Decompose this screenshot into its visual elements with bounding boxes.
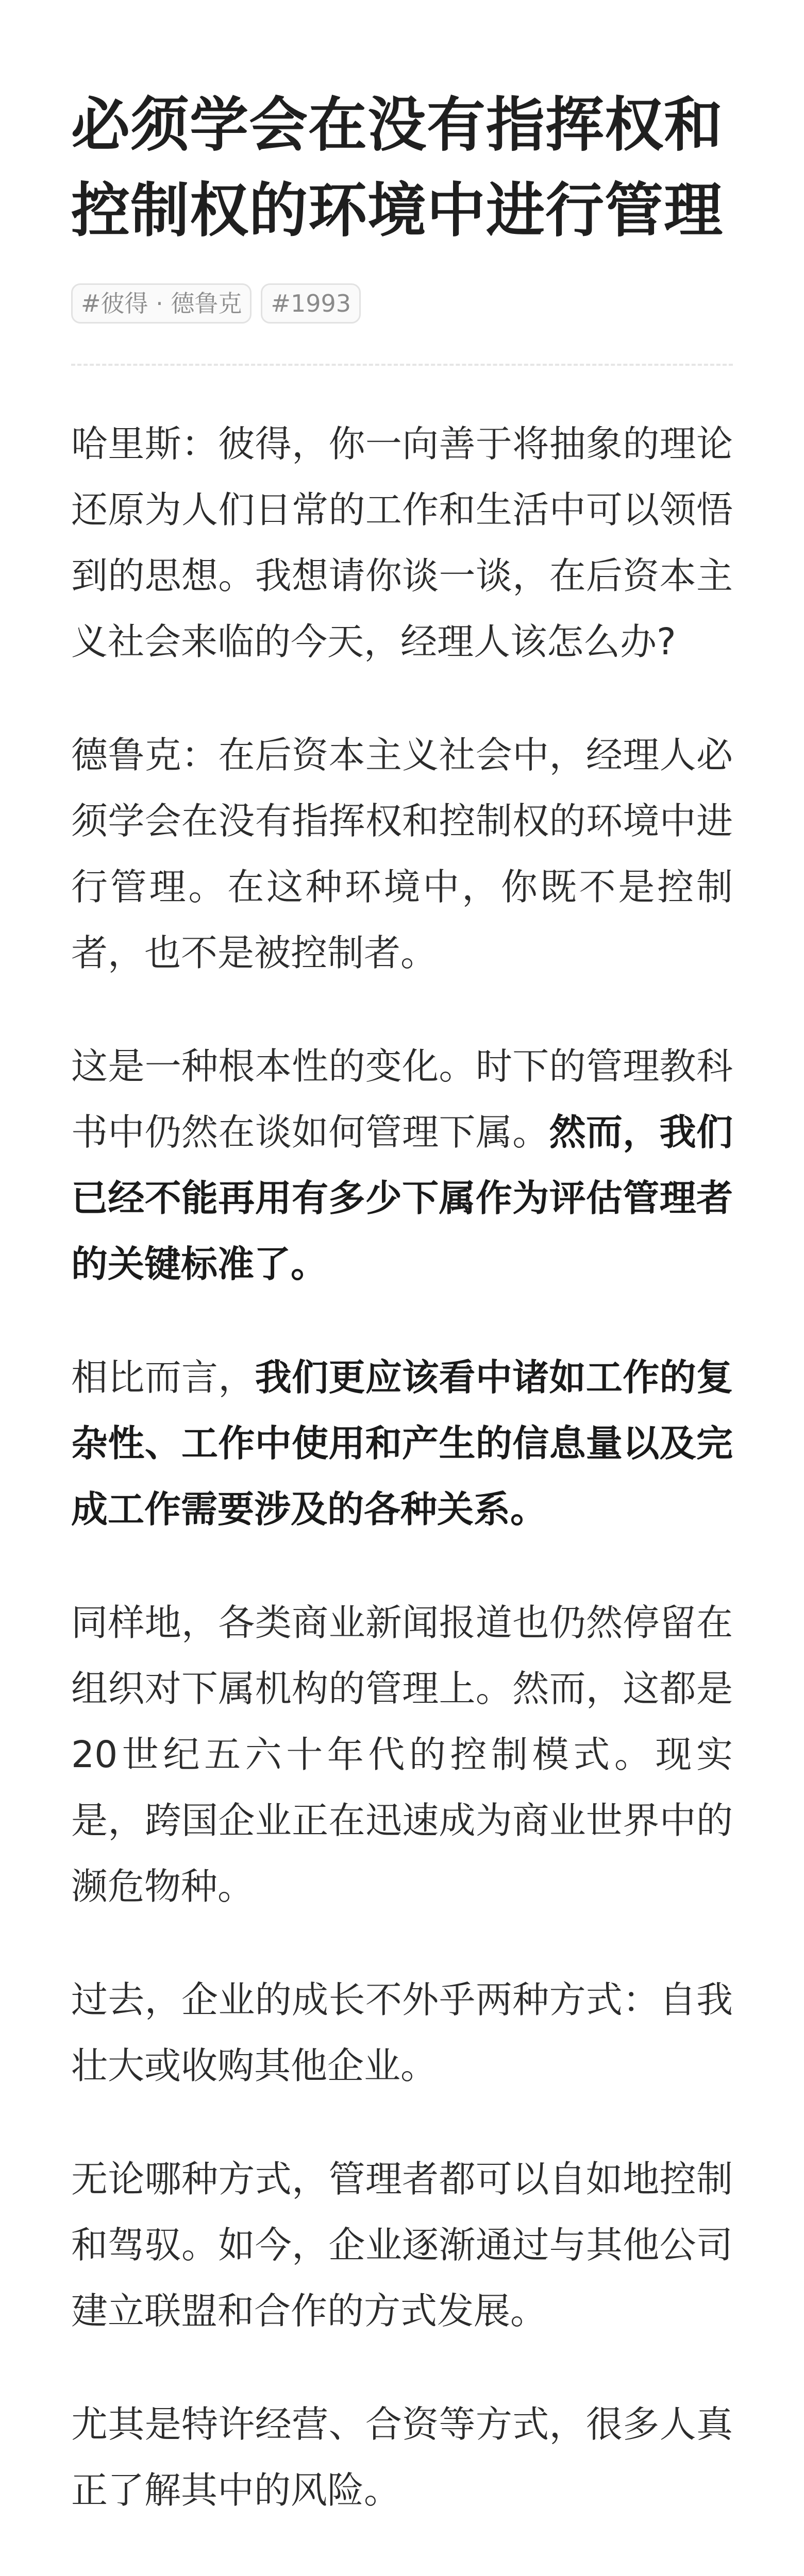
paragraph-8-text: 尤其是特许经营、合资等方式，很多人真正了解其中的风险。: [71, 2403, 733, 2512]
paragraph-3-bold-text: 然而，我们已经不能再用有多少下属作为评估管理者的关键标准了。: [71, 1111, 733, 1285]
paragraph-2: [71, 722, 733, 986]
tag-list: [71, 283, 733, 324]
paragraph-1-text: 哈里斯：彼得，你一向善于将抽象的理论还原为人们日常的工作和生活中可以领悟到的思想。我想请你谈一谈，在后资本主义社会来临的今天，经理人该怎么办?: [71, 422, 733, 663]
paragraph-9: [71, 2571, 733, 2576]
paragraph-7-text: 无论哪种方式，管理者都可以自如地控制和驾驭。如今，企业逐渐通过与其他公司建立联盟和合作的方式发展。: [71, 2158, 733, 2332]
paragraph-6: [71, 1967, 733, 2099]
paragraph-5-text: 同样地，各类商业新闻报道也仍然停留在组织对下属机构的管理上。然而，这都是20世纪五六十年代的控制模式。现实是，跨国企业正在迅速成为商业世界中的濒危物种。: [71, 1601, 733, 1908]
paragraph-3: [71, 1033, 733, 1297]
paragraph-5: [71, 1590, 733, 1920]
paragraph-4-text: 相比而言，: [71, 1356, 255, 1399]
article-body: [71, 411, 733, 2576]
paragraph-4-bold-text: 我们更应该看中诸如工作的复杂性、工作中使用和产生的信息量以及完成工作需要涉及的各种关系。: [71, 1356, 733, 1531]
paragraph-4: [71, 1345, 733, 1543]
paragraph-3-text: 这是一种根本性的变化。时下的管理教科书中仍然在谈如何管理下属。: [71, 1045, 733, 1154]
tag-author[interactable]: #彼得 · 德鲁克: [71, 283, 252, 324]
paragraph-1: [71, 411, 733, 675]
paragraph-8: [71, 2392, 733, 2523]
paragraph-6-text: 过去，企业的成长不外乎两种方式：自我壮大或收购其他企业。: [71, 1978, 733, 2087]
paragraph-2-text: 德鲁克：在后资本主义社会中，经理人必须学会在没有指挥权和控制权的环境中进行管理。在这种环境中，你既不是控制者，也不是被控制者。: [71, 734, 733, 974]
article-title: 必须学会在没有指挥权和控制权的环境中进行管理: [71, 91, 724, 245]
dashed-divider: [71, 364, 733, 366]
tag-year[interactable]: #1993: [261, 283, 361, 324]
paragraph-7: [71, 2146, 733, 2344]
